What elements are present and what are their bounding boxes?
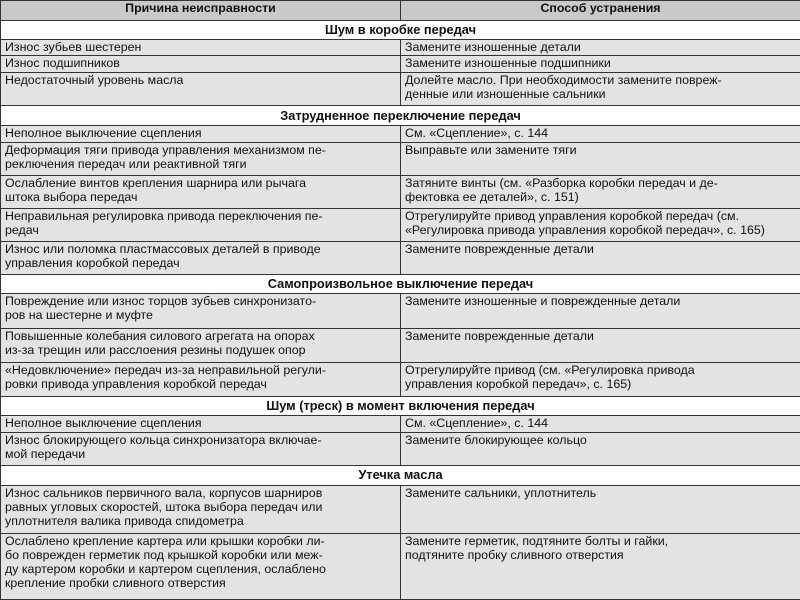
table-row xyxy=(1,208,800,241)
remedy-cell: См. «Сцепление», с. 144 xyxy=(401,416,800,433)
remedy-cell: Замените поврежденные детали xyxy=(401,242,800,275)
remedy-cell: Отрегулируйте привод (см. «Регулировка привода управления коробкой передач», с. 165) xyxy=(401,362,800,396)
cause-cell: Неполное выключение сцепления xyxy=(1,125,401,142)
remedy-column-header: Способ устранения xyxy=(401,1,800,21)
table-row xyxy=(1,242,800,275)
table-row xyxy=(1,533,800,599)
section-title: Шум (треск) в момент включения передач xyxy=(1,396,800,415)
remedy-cell: Замените изношенные подшипники xyxy=(401,56,800,73)
section-title: Утечка масла xyxy=(1,466,800,485)
remedy-cell: Отрегулируйте привод управления коробкой передач (см. «Регулировка привода управления коробкой передач», с. 165) xyxy=(401,208,800,241)
table-row xyxy=(1,433,800,466)
table-body xyxy=(1,21,800,600)
table-row xyxy=(1,175,800,208)
cause-cell: «Недовключение» передач из-за неправильной регули- ровки привода управления коробкой передач xyxy=(1,362,401,396)
header-row xyxy=(1,1,800,21)
cause-cell: Неполное выключение сцепления xyxy=(1,416,401,433)
table-row xyxy=(1,294,800,328)
section-title: Шум в коробке передач xyxy=(1,21,800,40)
table-row xyxy=(1,416,800,433)
table-row xyxy=(1,125,800,142)
cause-column-header: Причина неисправности xyxy=(1,1,401,21)
section-title: Затрудненное переключение передач xyxy=(1,106,800,125)
remedy-cell: Выправьте или замените тяги xyxy=(401,142,800,175)
cause-cell: Износ подшипников xyxy=(1,56,401,73)
remedy-cell: Замените герметик, подтяните болты и гайки, подтяните пробку сливного отверстия xyxy=(401,533,800,599)
table-row xyxy=(1,142,800,175)
table-row xyxy=(1,40,800,56)
cause-cell: Износ зубьев шестерен xyxy=(1,40,401,56)
remedy-cell: Замените изношенные детали xyxy=(401,40,800,56)
remedy-cell: Замените сальники, уплотнитель xyxy=(401,485,800,533)
table-row xyxy=(1,56,800,73)
section-row xyxy=(1,396,800,415)
section-row xyxy=(1,275,800,294)
cause-cell: Недостаточный уровень масла xyxy=(1,73,401,106)
table-row xyxy=(1,362,800,396)
cause-cell: Износ блокирующего кольца синхронизатора включае- мой передачи xyxy=(1,433,401,466)
cause-cell: Повышенные колебания силового агрегата на опорах из-за трещин или расслоения резины подушек опор xyxy=(1,328,401,362)
section-title: Самопроизвольное выключение передач xyxy=(1,275,800,294)
section-row xyxy=(1,21,800,40)
cause-cell: Износ сальников первичного вала, корпусов шарниров равных угловых скоростей, штока выбора передач или уплотнителя валика привода спидометра xyxy=(1,485,401,533)
remedy-cell: Затяните винты (см. «Разборка коробки передач и де- фектовка ее деталей», с. 151) xyxy=(401,175,800,208)
cause-cell: Ослабление винтов крепления шарнира или рычага штока выбора передач xyxy=(1,175,401,208)
table-row xyxy=(1,73,800,106)
cause-cell: Повреждение или износ торцов зубьев синхронизато- ров на шестерне и муфте xyxy=(1,294,401,328)
cause-cell: Деформация тяги привода управления механизмом пе- реключения передач или реактивной тяги xyxy=(1,142,401,175)
section-row xyxy=(1,106,800,125)
cause-cell: Износ или поломка пластмассовых деталей в приводе управления коробкой передач xyxy=(1,242,401,275)
table-row xyxy=(1,328,800,362)
remedy-cell: См. «Сцепление», с. 144 xyxy=(401,125,800,142)
remedy-cell: Замените блокирующее кольцо xyxy=(401,433,800,466)
cause-cell: Неправильная регулировка привода переключения пе- редач xyxy=(1,208,401,241)
section-row xyxy=(1,466,800,485)
remedy-cell: Замените поврежденные детали xyxy=(401,328,800,362)
remedy-cell: Замените изношенные и поврежденные детали xyxy=(401,294,800,328)
remedy-cell: Долейте масло. При необходимости замените повреж- денные или изношенные сальники xyxy=(401,73,800,106)
cause-cell: Ослаблено крепление картера или крышки коробки ли- бо поврежден герметик под крышкой коробки или меж- ду картером коробки и картером сцепления, ослаблено крепление пробки сливного отверстия xyxy=(1,533,401,599)
table-row xyxy=(1,485,800,533)
